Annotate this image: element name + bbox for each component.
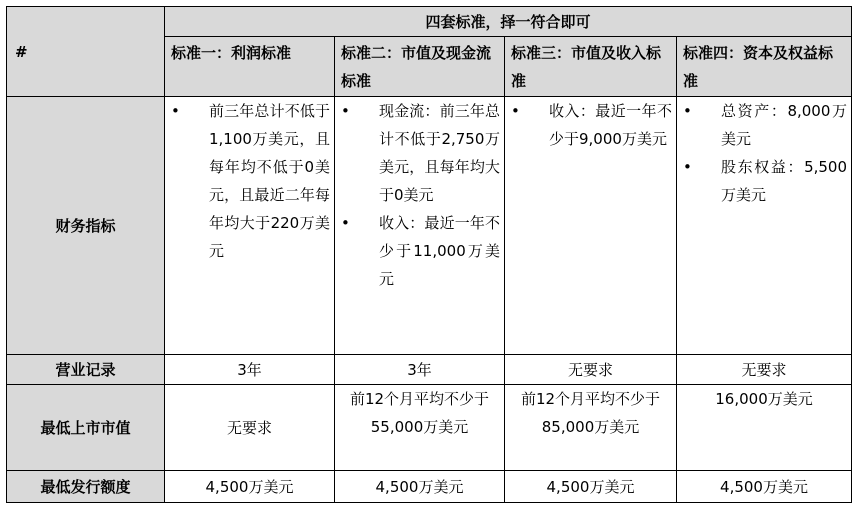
row-label-min-issue: 最低发行额度 [7, 471, 165, 503]
row-label-min-market-cap: 最低上市市值 [7, 385, 165, 471]
standard-1-header: 标准一：利润标准 [165, 37, 335, 97]
standard-4-header: 标准四：资本及权益标准 [677, 37, 852, 97]
min-issue-std4-cell: 4,500万美元 [677, 471, 852, 503]
list-item: • 现金流：前三年总计不低于2,750万美元，且每年均大于0美元 [341, 102, 500, 204]
listing-standards-table [6, 6, 852, 503]
operating-std1-cell: 3年 [165, 355, 335, 385]
list-item: • 收入：最近一年不少于9,000万美元 [511, 102, 672, 148]
min-cap-std3-cell: 前12个月平均不少于85,000万美元 [505, 385, 677, 471]
standard-2-header: 标准二：市值及现金流标准 [335, 37, 505, 97]
financial-std4-cell [677, 97, 852, 355]
min-issue-std1-cell: 4,500万美元 [165, 471, 335, 503]
financial-std3-cell [505, 97, 677, 355]
standard-3-header: 标准三：市值及收入标准 [505, 37, 677, 97]
min-issue-std3-cell: 4,500万美元 [505, 471, 677, 503]
row-label-operating-record: 营业记录 [7, 355, 165, 385]
operating-std2-cell: 3年 [335, 355, 505, 385]
financial-std2-cell [335, 97, 505, 355]
min-cap-std4-cell: 16,000万美元 [677, 385, 852, 471]
min-issue-std2-cell: 4,500万美元 [335, 471, 505, 503]
financial-std1-cell [165, 97, 335, 355]
corner-header: # [7, 7, 165, 97]
list-item: • 收入：最近一年不少于11,000万美元 [341, 214, 500, 288]
list-item: • 前三年总计不低于1,100万美元，且每年均不低于0美元，且最近二年每年均大于220万美元 [171, 102, 330, 260]
row-label-financial: 财务指标 [7, 97, 165, 355]
operating-std3-cell: 无要求 [505, 355, 677, 385]
group-header: 四套标准，择一符合即可 [165, 7, 852, 37]
min-cap-std2-cell: 前12个月平均不少于55,000万美元 [335, 385, 505, 471]
min-cap-std1-cell: 无要求 [165, 385, 335, 471]
list-item: • 总资产：8,000万美元 [683, 102, 848, 148]
list-item: • 股东权益：5,500万美元 [683, 158, 848, 204]
operating-std4-cell: 无要求 [677, 355, 852, 385]
